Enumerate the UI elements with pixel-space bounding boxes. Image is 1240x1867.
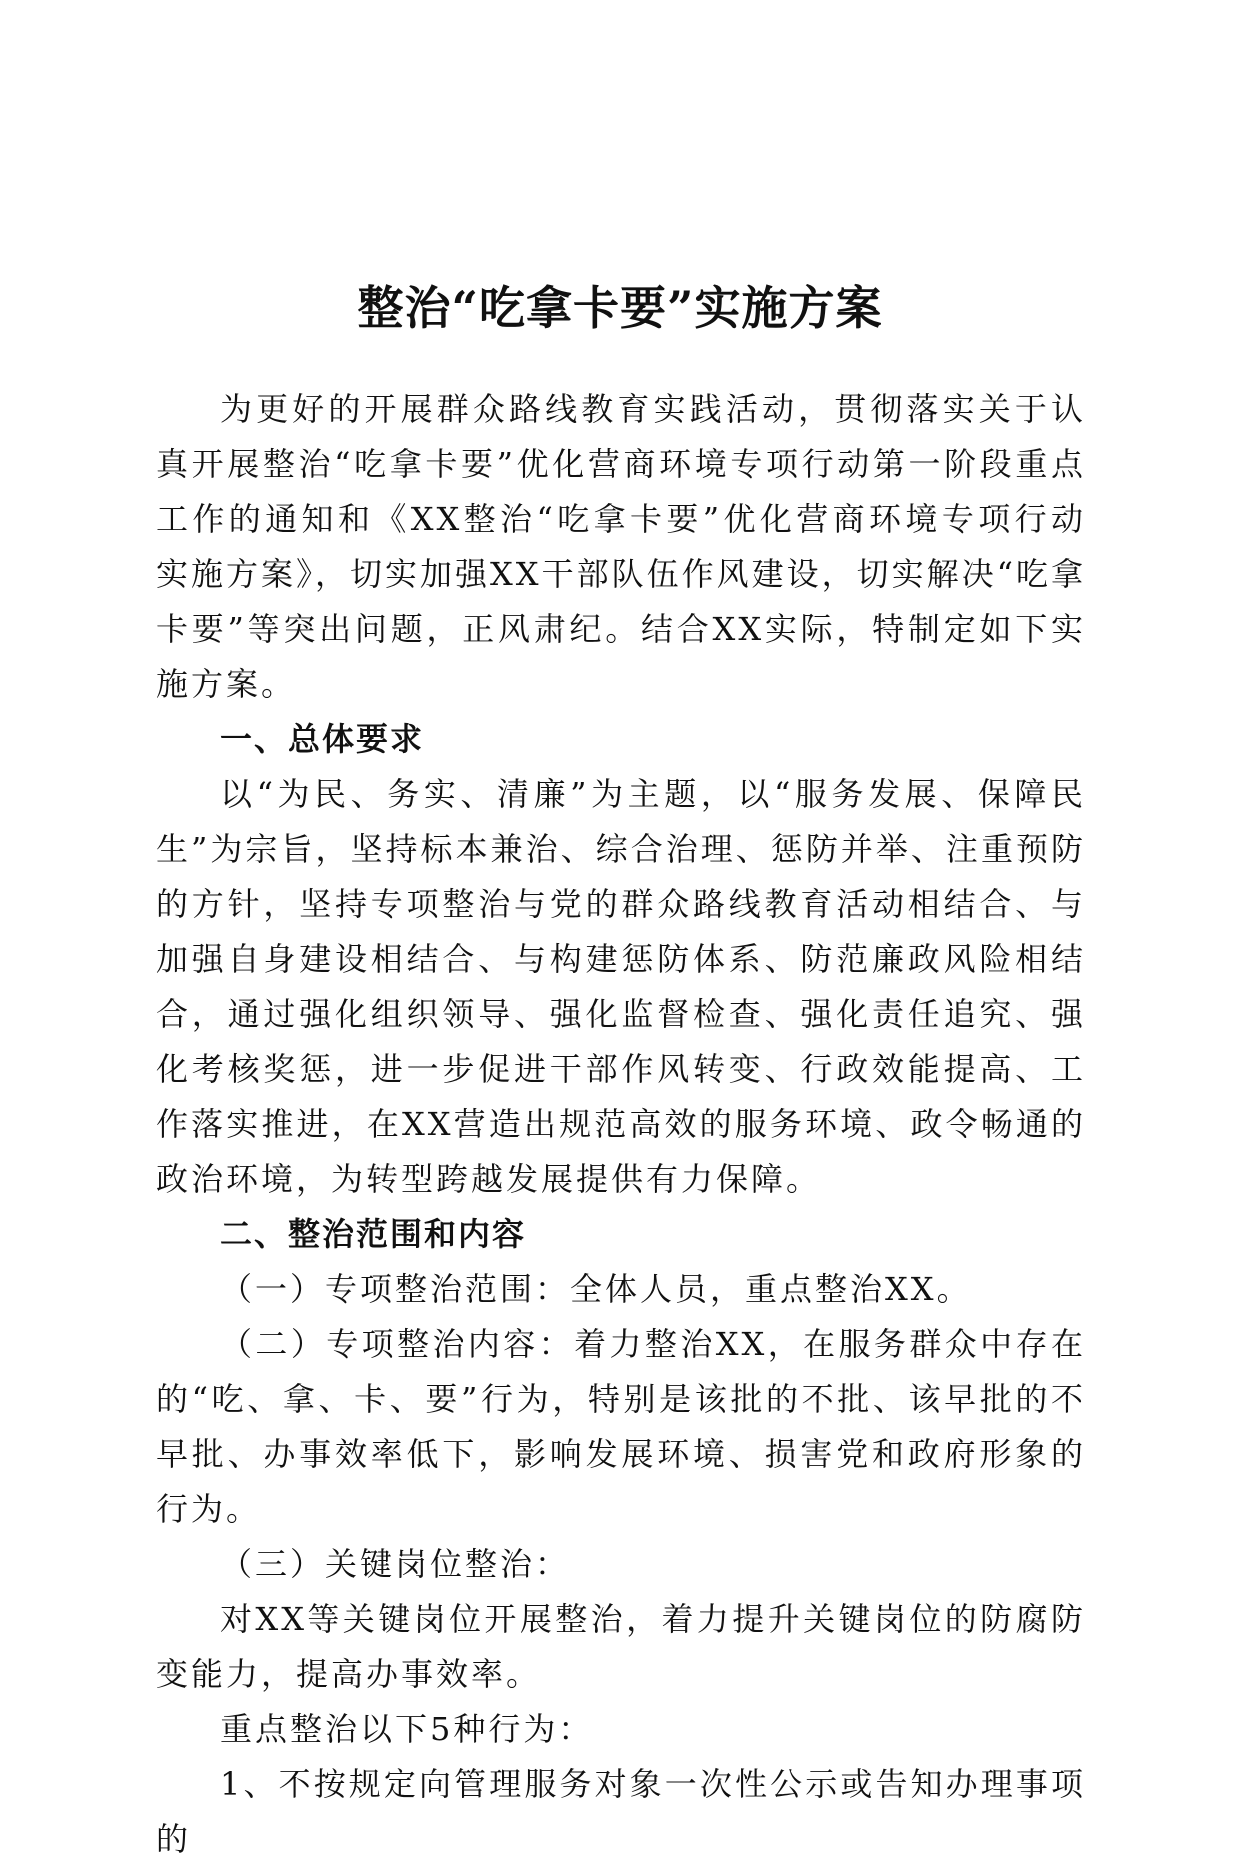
section-heading-scope-and-content: 二、整治范围和内容 bbox=[220, 1215, 527, 1253]
document-title: 整治“吃拿卡要”实施方案 bbox=[357, 280, 883, 335]
key-positions-paragraph: 对XX等关键岗位开展整治，着力提升关键岗位的防腐防变能力，提高办事效率。 bbox=[156, 1600, 1086, 1693]
key-positions-subheading: （三）关键岗位整治： bbox=[220, 1545, 571, 1583]
document-body bbox=[156, 382, 1086, 1867]
section-heading-general-requirements: 一、总体要求 bbox=[220, 720, 425, 758]
behavior-item-1: 1、不按规定向管理服务对象一次性公示或告知办理事项的 bbox=[156, 1765, 1086, 1858]
general-requirements-paragraph: 以“为民、务实、清廉”为主题，以“服务发展、保障民生”为宗旨，坚持标本兼治、综合治理、惩防并举、注重预防的方针，坚持专项整治与党的群众路线教育活动相结合、与加强自身建设相结合、与构建惩防体系、防范廉政风险相结合，通过强化组织领导、强化监督检查、强化责任追究、强化考核奖惩，进一步促进干部作风转变、行政效能提高、工作落实推进，在XX营造出规范高效的服务环境、政令畅通的政治环境，为转型跨越发展提供有力保障。 bbox=[156, 775, 1086, 1198]
five-behaviors-intro: 重点整治以下5种行为： bbox=[220, 1710, 594, 1748]
scope-paragraph: （一）专项整治范围：全体人员，重点整治XX。 bbox=[220, 1270, 972, 1308]
intro-paragraph: 为更好的开展群众路线教育实践活动，贯彻落实关于认真开展整治“吃拿卡要”优化营商环境专项行动第一阶段重点工作的通知和《XX整治“吃拿卡要”优化营商环境专项行动实施方案》，切实加强XX干部队伍作风建设，切实解决“吃拿卡要”等突出问题，正风肃纪。结合XX实际，特制定如下实施方案。 bbox=[156, 390, 1086, 703]
content-paragraph: （二）专项整治内容：着力整治XX，在服务群众中存在的“吃、拿、卡、要”行为，特别是该批的不批、该早批的不早批、办事效率低下，影响发展环境、损害党和政府形象的行为。 bbox=[156, 1325, 1086, 1528]
